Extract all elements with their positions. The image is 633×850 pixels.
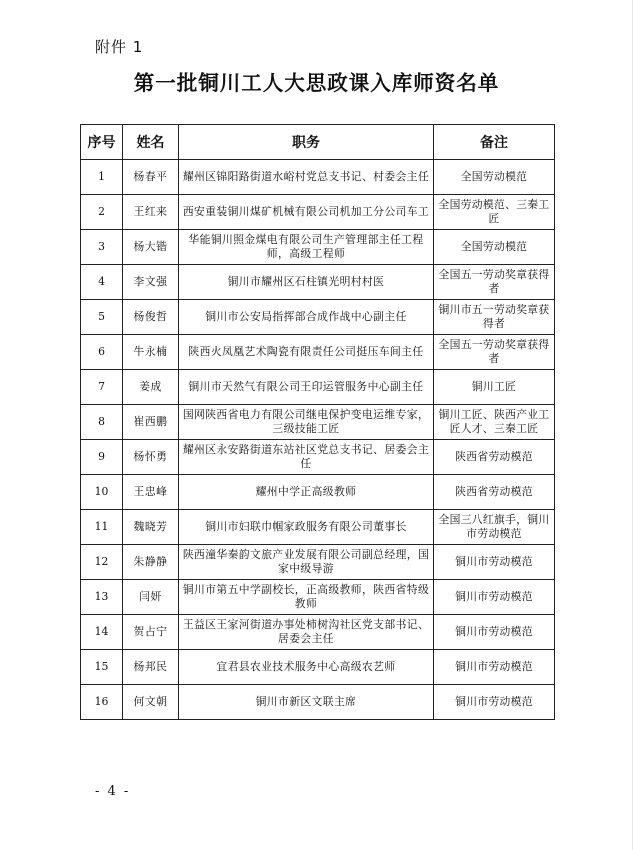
cell-job: 铜川市新区文联主席: [179, 685, 434, 720]
header-job: 职务: [179, 125, 434, 160]
cell-name: 闫妍: [123, 580, 179, 615]
cell-name: 李文强: [123, 265, 179, 300]
cell-note: 全国五一劳动奖章获得者: [434, 265, 555, 300]
cell-no: 11: [81, 510, 123, 545]
cell-no: 14: [81, 615, 123, 650]
table-row: [81, 475, 555, 510]
cell-name: 何文朝: [123, 685, 179, 720]
cell-no: 8: [81, 405, 123, 440]
cell-name: 杨春平: [123, 160, 179, 195]
cell-job: 王益区王家河街道办事处柿树沟社区党支部书记、居委会主任: [179, 615, 434, 650]
cell-no: 10: [81, 475, 123, 510]
table-row: [81, 440, 555, 475]
table-row: [81, 405, 555, 440]
cell-job: 铜川市公安局指挥部合成作战中心副主任: [179, 300, 434, 335]
cell-note: 铜川工匠: [434, 370, 555, 405]
cell-no: 12: [81, 545, 123, 580]
cell-job: 铜川市妇联巾帼家政服务有限公司董事长: [179, 510, 434, 545]
cell-job: 华能铜川照金煤电有限公司生产管理部主任工程师，高级工程师: [179, 230, 434, 265]
table-row: [81, 650, 555, 685]
page-title: 第一批铜川工人大思政课入库师资名单: [133, 71, 500, 95]
table-row: [81, 370, 555, 405]
cell-job: 耀州区锦阳路街道水峪村党总支书记、村委会主任: [179, 160, 434, 195]
table-row: [81, 615, 555, 650]
cell-note: 全国劳动模范: [434, 230, 555, 265]
cell-note: 铜川市劳动模范: [434, 580, 555, 615]
cell-note: 全国劳动模范: [434, 160, 555, 195]
cell-note: 全国五一劳动奖章获得者: [434, 335, 555, 370]
table-row: [81, 335, 555, 370]
page-number: - 4 -: [95, 784, 131, 799]
cell-job: 陕西火凤凰艺术陶瓷有限责任公司挺压车间主任: [179, 335, 434, 370]
table-row: [81, 160, 555, 195]
cell-no: 9: [81, 440, 123, 475]
cell-note: 铜川市劳动模范: [434, 650, 555, 685]
cell-job: 西安重装铜川煤矿机械有限公司机加工分公司车工: [179, 195, 434, 230]
cell-name: 杨大锴: [123, 230, 179, 265]
cell-name: 魏晓芳: [123, 510, 179, 545]
cell-note: 陕西省劳动模范: [434, 440, 555, 475]
cell-name: 贺占宁: [123, 615, 179, 650]
cell-job: 宜君县农业技术服务中心高级农艺师: [179, 650, 434, 685]
cell-name: 王忠峰: [123, 475, 179, 510]
table-row: [81, 545, 555, 580]
cell-job: 铜川市天然气有限公司王印运管服务中心副主任: [179, 370, 434, 405]
cell-no: 7: [81, 370, 123, 405]
cell-name: 朱静静: [123, 545, 179, 580]
table-row: [81, 265, 555, 300]
cell-job: 耀州中学正高级教师: [179, 475, 434, 510]
cell-no: 1: [81, 160, 123, 195]
attachment-label: 附件 1: [95, 38, 144, 56]
cell-name: 王红来: [123, 195, 179, 230]
cell-note: 全国三八红旗手，铜川市劳动模范: [434, 510, 555, 545]
cell-name: 牛永楠: [123, 335, 179, 370]
table-row: [81, 230, 555, 265]
cell-job: 陕西潼华秦韵文旅产业发展有限公司副总经理，国家中级导游: [179, 545, 434, 580]
cell-note: 铜川市劳动模范: [434, 685, 555, 720]
cell-no: 4: [81, 265, 123, 300]
table-row: [81, 195, 555, 230]
roster-body: [81, 160, 555, 720]
table-row: [81, 300, 555, 335]
header-name: 姓名: [123, 125, 179, 160]
table-header-row: [81, 125, 555, 160]
cell-note: 铜川市劳动模范: [434, 615, 555, 650]
header-note: 备注: [434, 125, 555, 160]
cell-note: 陕西省劳动模范: [434, 475, 555, 510]
cell-name: 杨俊哲: [123, 300, 179, 335]
table-row: [81, 580, 555, 615]
cell-job: 国网陕西省电力有限公司继电保护变电运维专家，三级技能工匠: [179, 405, 434, 440]
cell-no: 13: [81, 580, 123, 615]
header-no: 序号: [81, 125, 123, 160]
cell-no: 5: [81, 300, 123, 335]
table-row: [81, 510, 555, 545]
cell-no: 15: [81, 650, 123, 685]
cell-note: 铜川市劳动模范: [434, 545, 555, 580]
cell-name: 杨怀勇: [123, 440, 179, 475]
cell-note: 铜川市五一劳动奖章获得者: [434, 300, 555, 335]
cell-note: 全国劳动模范、三秦工匠: [434, 195, 555, 230]
cell-note: 铜川工匠、陕西产业工匠人才、三秦工匠: [434, 405, 555, 440]
cell-name: 姜成: [123, 370, 179, 405]
cell-job: 耀州区永安路街道东站社区党总支书记、居委会主任: [179, 440, 434, 475]
cell-no: 16: [81, 685, 123, 720]
cell-job: 铜川市耀州区石柱镇光明村村医: [179, 265, 434, 300]
cell-job: 铜川市第五中学副校长，正高级教师，陕西省特级教师: [179, 580, 434, 615]
cell-no: 6: [81, 335, 123, 370]
cell-no: 3: [81, 230, 123, 265]
cell-name: 杨邦民: [123, 650, 179, 685]
cell-name: 崔西鹏: [123, 405, 179, 440]
table-row: [81, 685, 555, 720]
roster-table: [80, 124, 555, 720]
cell-no: 2: [81, 195, 123, 230]
